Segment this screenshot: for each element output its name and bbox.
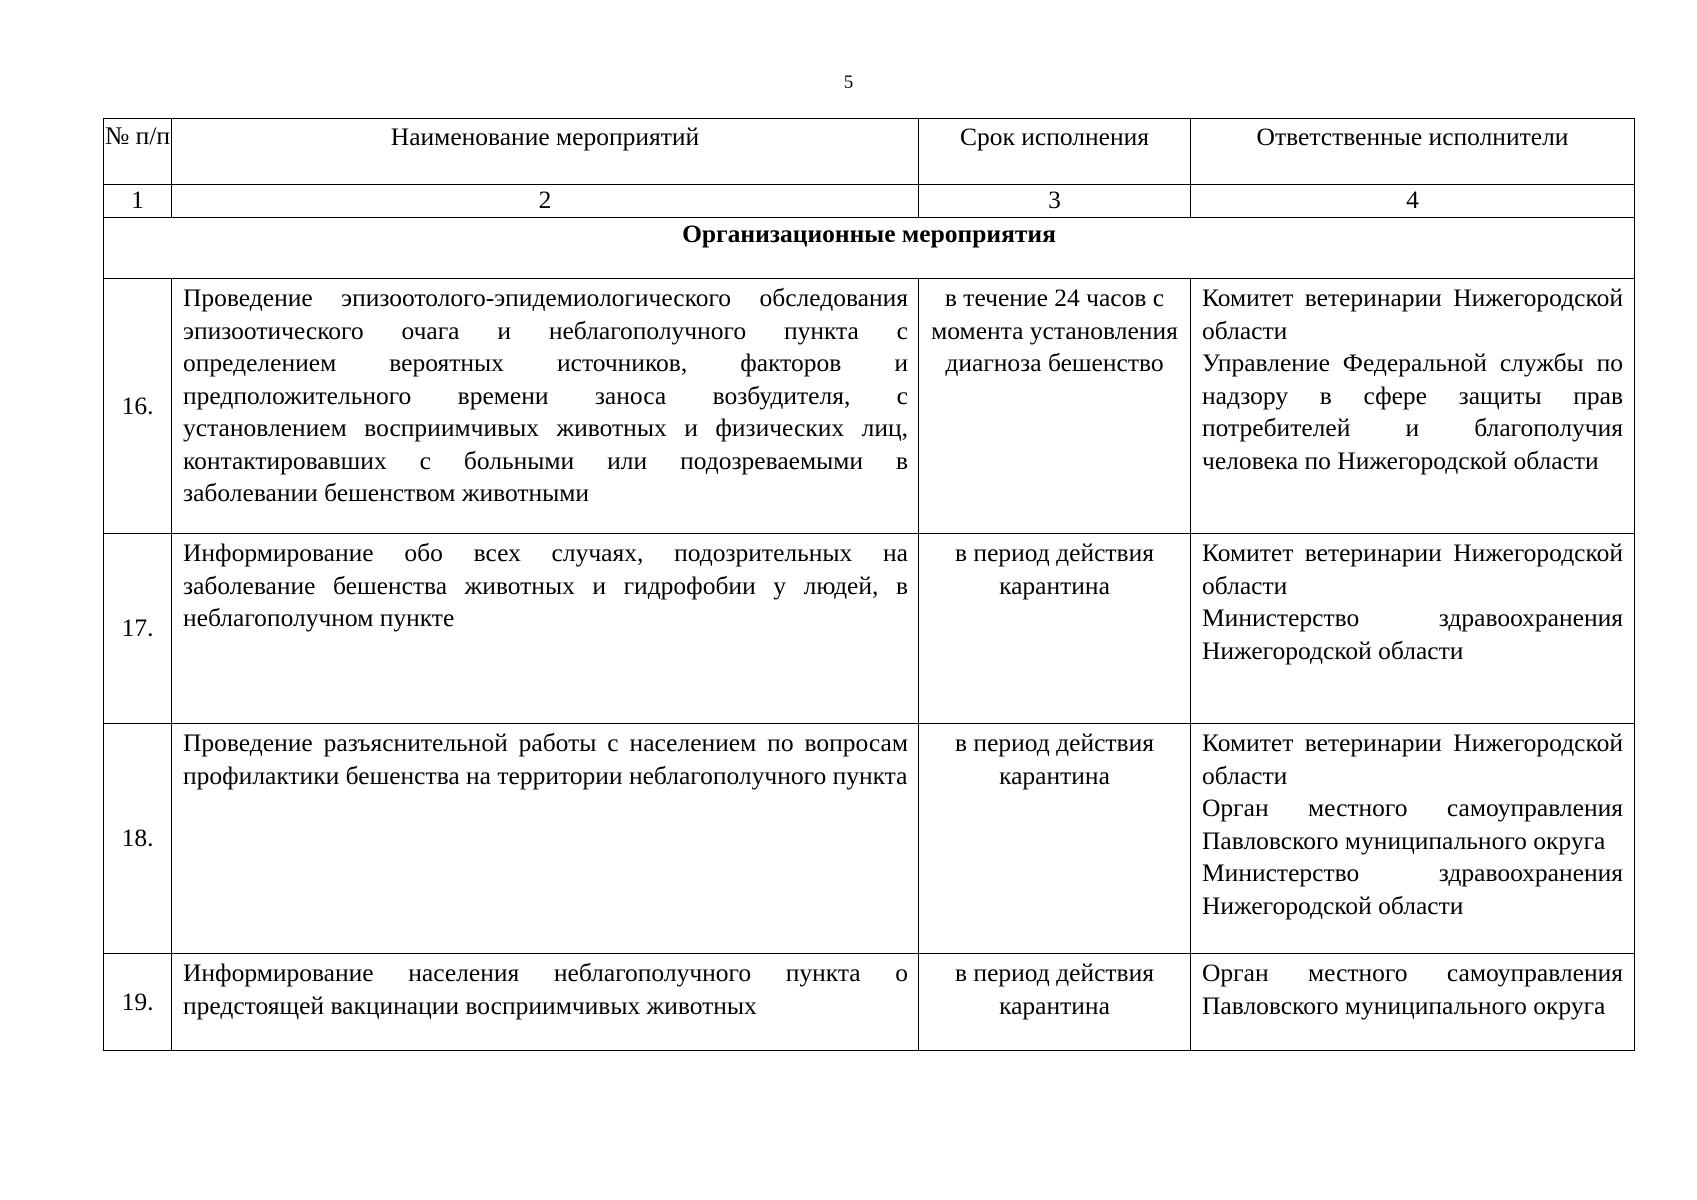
section-title: Организационные мероприятия xyxy=(104,218,1635,279)
execution-term: в период действия карантина xyxy=(919,534,1191,724)
table-header-row xyxy=(104,119,1635,185)
responsible-entry: Комитет ветеринарии Нижегородской области xyxy=(1202,728,1623,790)
responsible-entry: Орган местного самоуправления Павловского муниципального округа xyxy=(1202,958,1623,1020)
table-row xyxy=(104,534,1635,724)
activity-name: Информирование обо всех случаях, подозрительных на заболевание бешенства животных и гидрофобии у людей, в неблагополучном пункте xyxy=(172,534,919,724)
activities-table xyxy=(103,118,1635,1051)
page-number: 5 xyxy=(843,72,854,93)
table-row xyxy=(104,954,1635,1051)
responsible-entry: Орган местного самоуправления Павловского муниципального округа xyxy=(1202,793,1623,855)
activity-name: Информирование населения неблагополучного пункта о предстоящей вакцинации восприимчивых животных xyxy=(172,954,919,1051)
responsible-executors xyxy=(1191,279,1635,534)
responsible-executors xyxy=(1191,534,1635,724)
responsible-entry: Управление Федеральной службы по надзору в сфере защиты прав потребителей и благополучия человека по Нижегородской области xyxy=(1202,348,1623,475)
activity-name: Проведение разъяснительной работы с населением по вопросам профилактики бешенства на территории неблагополучного пункта xyxy=(172,724,919,954)
responsible-executors xyxy=(1191,954,1635,1051)
table-row xyxy=(104,279,1635,534)
column-index-2: 2 xyxy=(172,185,919,218)
row-number: 19. xyxy=(104,954,172,1051)
row-number: 16. xyxy=(104,279,172,534)
execution-term: в период действия карантина xyxy=(919,724,1191,954)
header-num: № п/п xyxy=(104,119,172,185)
header-name: Наименование мероприятий xyxy=(172,119,919,185)
execution-term: в период действия карантина xyxy=(919,954,1191,1051)
column-index-row xyxy=(104,185,1635,218)
row-number: 18. xyxy=(104,724,172,954)
activity-name: Проведение эпизоотолого-эпидемиологического обследования эпизоотического очага и неблагополучного пункта с определением вероятных источников, факторов и предположительного времени заноса возбудителя, с установлением восприимчивых животных и физических лиц, контактировавших с больными или подозреваемыми в заболевании бешенством животными xyxy=(172,279,919,534)
responsible-entry: Министерство здравоохранения Нижегородской области xyxy=(1202,603,1623,665)
row-number: 17. xyxy=(104,534,172,724)
header-responsible: Ответственные исполнители xyxy=(1191,119,1635,185)
responsible-entry: Министерство здравоохранения Нижегородской области xyxy=(1202,858,1623,920)
execution-term: в течение 24 часов с момента установления диагноза бешенство xyxy=(919,279,1191,534)
column-index-4: 4 xyxy=(1191,185,1635,218)
responsible-entry: Комитет ветеринарии Нижегородской области xyxy=(1202,283,1623,345)
section-row xyxy=(104,218,1635,279)
responsible-executors xyxy=(1191,724,1635,954)
header-term: Срок исполнения xyxy=(919,119,1191,185)
table-row xyxy=(104,724,1635,954)
column-index-3: 3 xyxy=(919,185,1191,218)
responsible-entry: Комитет ветеринарии Нижегородской области xyxy=(1202,538,1623,600)
column-index-1: 1 xyxy=(104,185,172,218)
